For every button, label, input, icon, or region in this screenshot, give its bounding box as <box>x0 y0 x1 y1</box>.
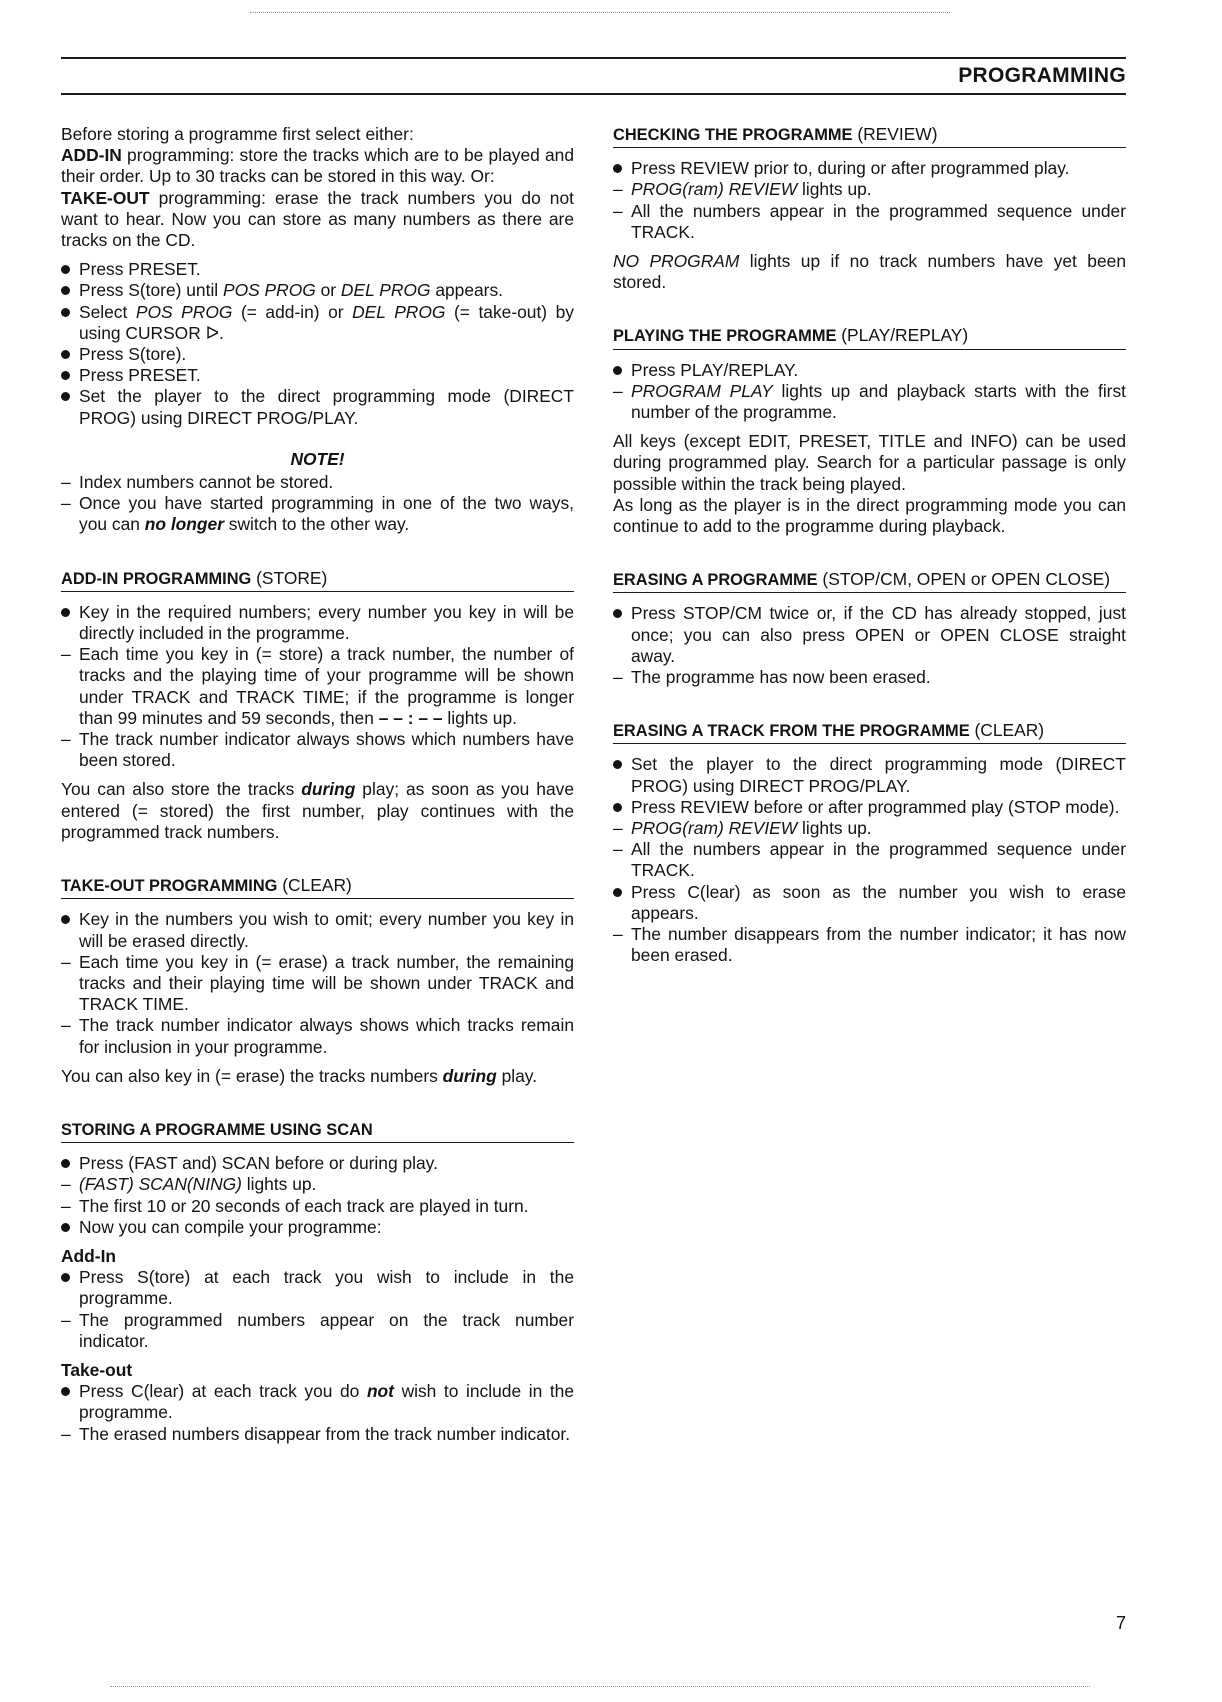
erase-track-list <box>613 754 1126 966</box>
take-out-text: programming: erase the track numbers you do not want to hear. Now you can store as many numbers as there are tracks on the CD. <box>61 187 574 251</box>
bullet-icon <box>61 371 70 380</box>
bullet-icon <box>61 1223 70 1232</box>
list-item: – The erased numbers disappear from the track number indicator. <box>61 1423 571 1444</box>
list-item: – PROGRAM PLAY lights up and playback starts with the first number of the programme. <box>613 380 1126 423</box>
bullet-icon <box>61 350 70 359</box>
page-title: PROGRAMMING <box>958 64 1126 87</box>
scan-noise-bottom <box>110 1686 1090 1688</box>
add-in-list <box>61 602 574 772</box>
scan-take-out-list <box>61 1381 574 1445</box>
list-item: – The track number indicator always shows which tracks remain for inclusion in your programme. <box>61 1015 574 1057</box>
intro-line: Before storing a programme first select either: <box>61 124 414 144</box>
list-item: Key in the required numbers; every number you key in will be directly included in the programme. <box>61 602 574 644</box>
list-item: Press S(tore). <box>61 344 574 365</box>
preset-steps-list <box>61 259 574 429</box>
list-item: Press REVIEW before or after programmed play (STOP mode). <box>613 797 1126 818</box>
list-item: – PROG(ram) REVIEW lights up. <box>613 818 872 839</box>
take-out-paragraph: You can also key in (= erase) the tracks numbers during play. <box>61 1065 538 1086</box>
bullet-icon <box>613 366 622 375</box>
bullet-icon <box>613 164 622 173</box>
bullet-icon <box>61 1159 70 1168</box>
list-item: – (FAST) SCAN(NING) lights up. <box>61 1174 317 1195</box>
bullet-icon <box>61 1273 70 1282</box>
note-list <box>61 472 574 536</box>
scan-heading: STORING A PROGRAMME USING SCAN <box>61 1119 574 1143</box>
list-item: Now you can compile your programme: <box>61 1217 574 1238</box>
left-column <box>61 124 574 1453</box>
list-item: – PROG(ram) REVIEW lights up. <box>613 179 872 200</box>
play-heading: PLAYING THE PROGRAMME (PLAY/REPLAY) <box>613 325 1126 349</box>
list-item: – Index numbers cannot be stored. <box>61 472 334 493</box>
list-item: Key in the numbers you wish to omit; every number you key in will be erased directly. <box>61 909 574 951</box>
list-item: Press PLAY/REPLAY. <box>613 360 1126 381</box>
review-heading: CHECKING THE PROGRAMME (REVIEW) <box>613 124 1126 148</box>
erase-programme-heading: ERASING A PROGRAMME (STOP/CM, OPEN or OPEN CLOSE) <box>613 569 1126 593</box>
bullet-icon <box>613 888 622 897</box>
list-item: – The programme has now been erased. <box>613 667 931 688</box>
list-item: Press REVIEW prior to, during or after programmed play. <box>613 158 1126 179</box>
right-column <box>613 124 1126 975</box>
bullet-icon <box>61 286 70 295</box>
list-item: Press S(tore) at each track you wish to include in the programme. <box>61 1267 574 1309</box>
take-out-heading: TAKE-OUT PROGRAMMING (CLEAR) <box>61 875 574 899</box>
bullet-icon <box>61 308 70 317</box>
add-in-term: ADD-IN <box>61 145 122 166</box>
review-paragraph: NO PROGRAM lights up if no track numbers have yet been stored. <box>613 251 1126 293</box>
take-out-subtitle: Take-out <box>61 1359 133 1380</box>
bullet-icon <box>613 609 622 618</box>
intro-paragraph <box>61 124 574 251</box>
list-item: – The programmed numbers appear on the track number indicator. <box>61 1309 574 1351</box>
list-item: Select POS PROG (= add-in) or DEL PROG (= take-out) by using CURSOR ᐅ. <box>61 302 574 344</box>
list-item: – The track number indicator always shows which numbers have been stored. <box>61 729 574 771</box>
review-list <box>613 158 1126 243</box>
list-item: Set the player to the direct programming mode (DIRECT PROG) using DIRECT PROG/PLAY. <box>613 754 1126 796</box>
list-item: – The number disappears from the number indicator; it has now been erased. <box>613 924 1126 966</box>
note-title: NOTE! <box>290 448 345 469</box>
list-item: Press PRESET. <box>61 259 574 280</box>
add-in-subtitle: Add-In <box>61 1245 117 1266</box>
play-paragraph-1: All keys (except EDIT, PRESET, TITLE and INFO) can be used during programmed play. Search for a particular passage is only possible within the track being played. <box>613 431 1126 494</box>
bullet-icon <box>613 803 622 812</box>
list-item: – Each time you key in (= erase) a track number, the remaining tracks and their playing time will be shown under TRACK and TRACK TIME. <box>61 951 574 1015</box>
add-in-heading: ADD-IN PROGRAMMING (STORE) <box>61 568 574 592</box>
list-item: Press (FAST and) SCAN before or during play. <box>61 1153 574 1174</box>
list-item: – Once you have started programming in one of the two ways, you can no longer switch to the other way. <box>61 493 574 535</box>
list-item: Press C(lear) as soon as the number you wish to erase appears. <box>613 882 1126 924</box>
scan-add-in-list <box>61 1267 574 1352</box>
erase-programme-list <box>613 603 1126 688</box>
list-item: – All the numbers appear in the programmed sequence under TRACK. <box>613 200 1126 242</box>
scan-noise-top <box>250 12 950 14</box>
list-item: – Each time you key in (= store) a track number, the number of tracks and the playing time of your programme will be shown under TRACK and TRACK TIME; if the programme is longer than 99 minutes and 59 seconds, then – – : – – lights up. <box>61 644 574 728</box>
header-rule-bottom <box>61 93 1126 95</box>
take-out-list <box>61 909 574 1057</box>
take-out-term: TAKE-OUT <box>61 187 150 208</box>
bullet-icon <box>61 1387 70 1396</box>
bullet-icon <box>61 392 70 401</box>
play-list <box>613 360 1126 424</box>
add-in-paragraph: You can also store the tracks during play; as soon as you have entered (= stored) the first number, play continues with the programmed track numbers. <box>61 779 575 842</box>
erase-track-heading: ERASING A TRACK FROM THE PROGRAMME (CLEAR) <box>613 720 1126 744</box>
header-rule-top <box>61 57 1126 59</box>
list-item: – The first 10 or 20 seconds of each track are played in turn. <box>61 1195 529 1216</box>
list-item: Press PRESET. <box>61 365 574 386</box>
list-item: – All the numbers appear in the programmed sequence under TRACK. <box>613 839 1126 881</box>
list-item: Press C(lear) at each track you do not wish to include in the programme. <box>61 1381 574 1423</box>
list-item: Set the player to the direct programming mode (DIRECT PROG) using DIRECT PROG/PLAY. <box>61 386 574 428</box>
add-in-text: programming: store the tracks which are to be played and their order. Up to 30 tracks can be stored in this way. Or: <box>61 145 574 187</box>
scan-list <box>61 1153 574 1238</box>
play-paragraph-2: As long as the player is in the direct programming mode you can continue to add to the programme during playback. <box>613 494 1126 537</box>
bullet-icon <box>613 760 622 769</box>
list-item: Press S(tore) until POS PROG or DEL PROG appears. <box>61 280 574 301</box>
bullet-icon <box>61 608 70 617</box>
page-number: 7 <box>1115 1613 1126 1633</box>
bullet-icon <box>61 915 70 924</box>
list-item: Press STOP/CM twice or, if the CD has already stopped, just once; you can also press OPEN or OPEN CLOSE straight away. <box>613 603 1126 667</box>
bullet-icon <box>61 265 70 274</box>
